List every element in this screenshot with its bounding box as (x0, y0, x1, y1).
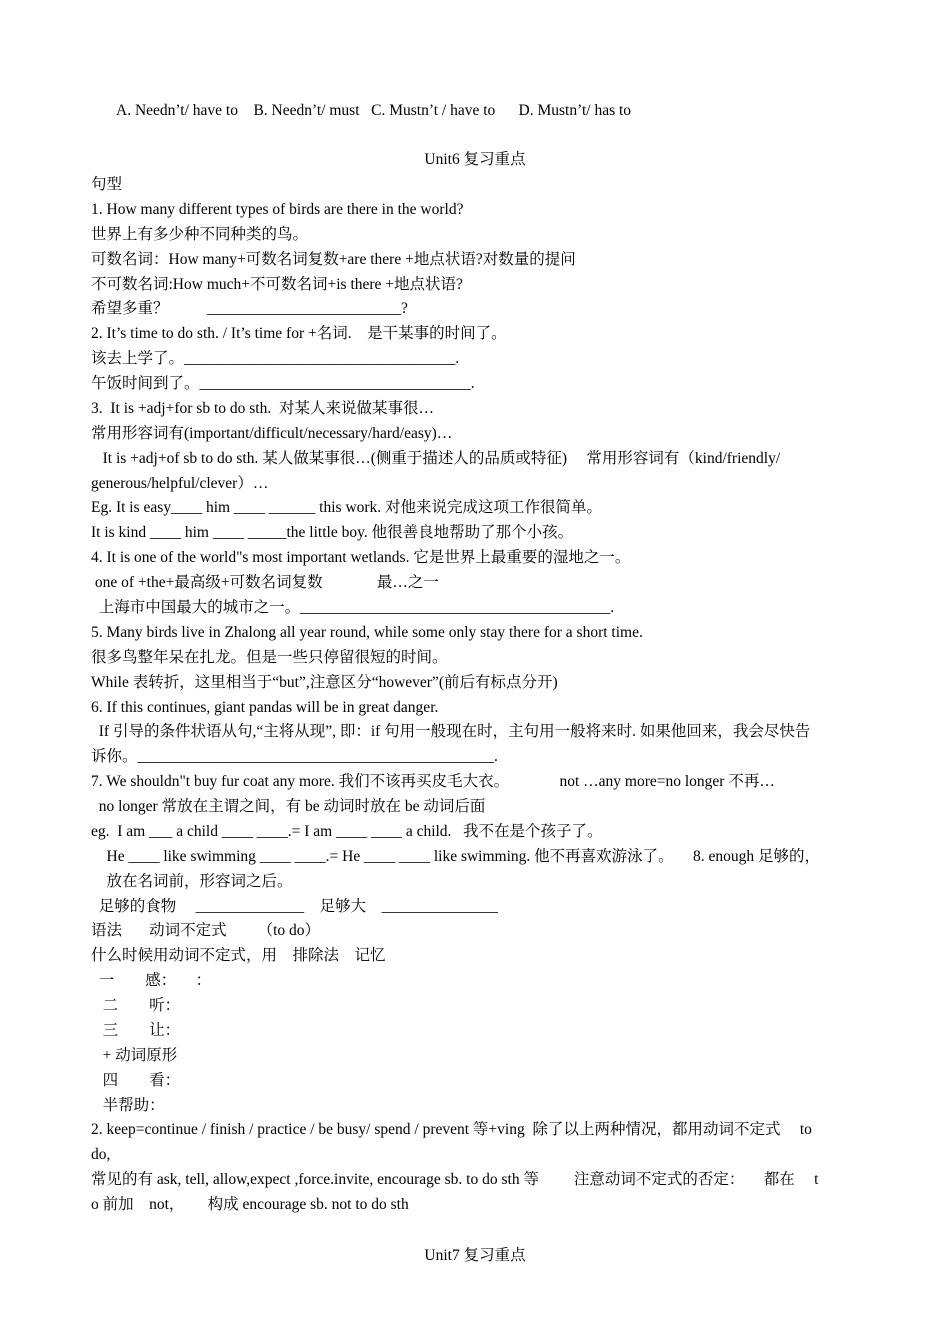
text-line: one of +the+最高级+可数名词复数 最…之一 (91, 574, 439, 592)
text-line: 该去上学了。___________________________________. (91, 350, 460, 368)
text-line: 5. Many birds live in Zhalong all year round, while some only stay there for a short time. (91, 623, 643, 641)
text-line: 常见的有 ask, tell, allow,expect ,force.invite, encourage sb. to do sth 等 注意动词不定式的否定： 都在 t (91, 1171, 819, 1189)
text-line: 什么时候用动词不定式，用 排除法 记忆 (91, 947, 386, 965)
text-line: 2. It’s time to do sth. / It’s time for +名词. 是干某事的时间了。 (91, 325, 507, 343)
text-line: eg. I am ___ a child ____ ____.= I am ____ ____ a child. 我不在是个孩子了。 (91, 822, 603, 840)
text-line: 二 听： (91, 997, 181, 1014)
text-line: 放在名词前，形容词之后。 (91, 872, 293, 890)
text-line: It is kind ____ him ____ _____the little boy. 他很善良地帮助了那个小孩。 (91, 524, 574, 542)
text-line: 2. keep=continue / finish / practice / be busy/ spend / prevent 等+ving 除了以上两种情况，都用动词不定式 to (91, 1121, 812, 1139)
text-line: 4. It is one of the world"s most important wetlands. 它是世界上最重要的湿地之一。 (91, 549, 631, 567)
text-line: 3. It is +adj+for sb to do sth. 对某人来说做某事很… (91, 399, 434, 417)
text-line: + 动词原形 (91, 1046, 178, 1064)
text-line: no longer 常放在主谓之间，有 be 动词时放在 be 动词后面 (91, 798, 486, 815)
text-line: 一 感： ： (91, 972, 212, 990)
text-line: 7. We shouldn"t buy fur coat any more. 我们不该再买皮毛大衣。 not …any more=no longer 不再… (91, 773, 775, 791)
text-line: 1. How many different types of birds are there in the world? (91, 200, 464, 218)
text-line: 语法 动词不定式 （to do） (91, 922, 321, 940)
text-line: generous/helpful/clever）… (91, 474, 269, 492)
text-line: He ____ like swimming ____ ____.= He ____ ____ like swimming. 他不再喜欢游泳了。 8. enough 足够的， (91, 847, 821, 865)
text-line: It is +adj+of sb to do sth. 某人做某事很…(侧重于描述人的品质或特征) 常用形容词有（kind/friendly/ (91, 449, 781, 467)
options-line: A. Needn’t/ have to B. Needn’t/ must C. Mustn’t / have to D. Mustn’t/ has to (116, 102, 632, 119)
unit6-heading: Unit6 复习重点 (424, 151, 526, 168)
text-line: While 表转折，这里相当于“but”,注意区分“however”(前后有标点分开) (91, 673, 558, 691)
text-line: 希望多重？ _________________________? (91, 300, 408, 318)
text-line: 足够的食物 ______________ 足够大 _______________ (91, 897, 498, 915)
text-line: 句型 (91, 176, 123, 193)
text-line: 三 让： (91, 1021, 181, 1039)
text-line: 四 看： (91, 1071, 181, 1089)
text-line: do, (91, 1146, 111, 1164)
text-line: 很多鸟整年呆在扎龙。但是一些只停留很短的时间。 (91, 648, 448, 666)
text-line: 世界上有多少种不同种类的鸟。 (91, 225, 309, 243)
text-line: 可数名词：How many+可数名词复数+are there +地点状语?对数量的提问 (91, 250, 576, 268)
unit7-heading: Unit7 复习重点 (424, 1247, 526, 1264)
text-line: 6. If this continues, giant pandas will be in great danger. (91, 698, 439, 716)
text-line: If 引导的条件状语从句,“主将从现”, 即：if 句用一般现在时，主句用一般将来时. 如果他回来，我会尽快告 (91, 723, 811, 741)
text-line: 常用形容词有(important/difficult/necessary/hard/easy)… (91, 424, 453, 442)
text-line: 不可数名词:How much+不可数名词+is there +地点状语? (91, 275, 463, 293)
text-line: 诉你。______________________________________________. (91, 748, 498, 766)
text-line: 上海市中国最大的城市之一。________________________________________. (91, 599, 615, 616)
text-line: 半帮助： (91, 1096, 165, 1114)
text-line: 午饭时间到了。___________________________________. (91, 375, 475, 392)
text-line: Eg. It is easy____ him ____ ______ this work. 对他来说完成这项工作很简单。 (91, 499, 603, 517)
text-line: o 前加 not， 构成 encourage sb. not to do sth (91, 1196, 409, 1214)
